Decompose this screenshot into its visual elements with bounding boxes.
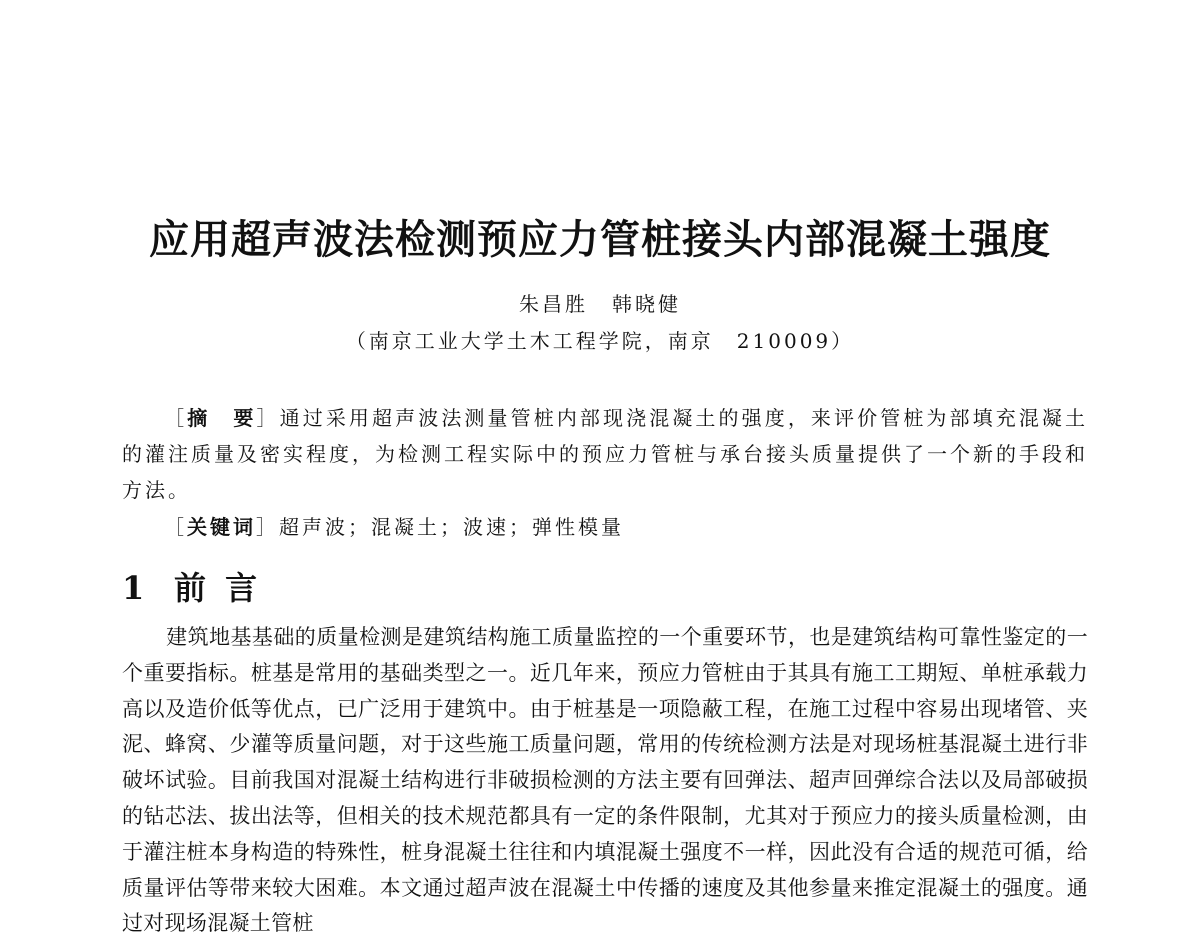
abstract-text: 通过采用超声波法测量管桩内部现浇混凝土的强度，来评价管桩为部填充混凝土的灌注质量及密实程度，为检测工程实际中的预应力管桩与承台接头质量提供了一个新的手段和方法。 — [122, 406, 1089, 502]
body-paragraph — [122, 620, 1088, 947]
affiliation: （南京工业大学土木工程学院，南京 210009） — [345, 329, 855, 353]
keywords-label: 关键词 — [187, 515, 256, 539]
keywords-text: 超声波；混凝土；波速；弹性模量 — [279, 515, 624, 539]
section-title: 前 言 — [174, 569, 262, 607]
section-number: 1 — [122, 569, 149, 607]
abstract-block: ［摘 要］通过采用超声波法测量管桩内部现浇混凝土的强度，来评价管桩为部填充混凝土的灌注质量及密实程度，为检测工程实际中的预应力管桩与承台接头质量提供了一个新的手段和方法。 — [122, 406, 1089, 502]
keywords-block: ［关键词］超声波；混凝土；波速；弹性模量 — [164, 515, 624, 539]
body-text: 建筑地基基础的质量检测是建筑结构施工质量监控的一个重要环节，也是建筑结构可靠性鉴定的一个重要指标。桩基是常用的基础类型之一。近几年来，预应力管桩由于其具有施工工期短、单桩承载力高以及造价低等优点，已广泛用于建筑中。由于桩基是一项隐蔽工程，在施工过程中容易出现堵管、夹泥、蜂窝、少灌等质量问题，对于这些施工质量问题，常用的传统检测方法是对现场桩基混凝土进行非破坏试验。目前我国对混凝土结构进行非破损检测的方法主要有回弹法、超声回弹综合法以及局部破损的钻芯法、拔出法等，但相关的技术规范都具有一定的条件限制，尤其对于预应力的接头质量检测，由于灌注桩本身构造的特殊性，桩身混凝土往往和内填混凝土强度不一样，因此没有合适的规范可循，给质量评估等带来较大困难。本文通过超声波在混凝土中传播的速度及其他参量来推定混凝土的强度。通过对现场混凝土管桩 — [122, 625, 1088, 936]
author-name: 韩晓健 — [612, 292, 681, 316]
author-line — [0, 290, 1200, 318]
author-name: 朱昌胜 — [519, 292, 588, 316]
section-heading — [122, 566, 261, 610]
abstract-label: 摘 要 — [187, 406, 257, 430]
paper-title: 应用超声波法检测预应力管桩接头内部混凝土强度 — [149, 216, 1051, 263]
